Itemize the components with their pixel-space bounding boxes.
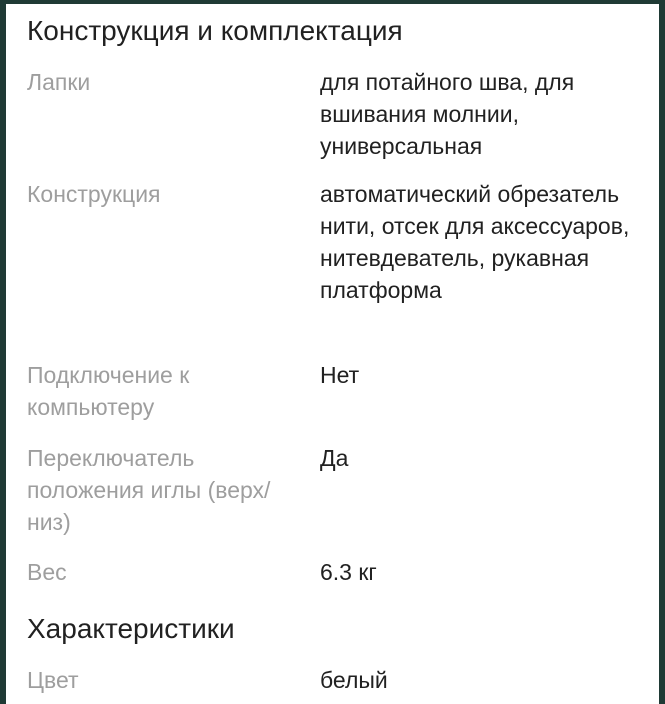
spec-label-construction: Конструкция [27,181,161,207]
spec-value-needle-position-switch: Да [320,445,349,471]
spec-value-color: белый [320,667,388,693]
spec-label-needle-position-switch: Переключатель положения иглы (верх/низ) [27,445,271,535]
spec-value-presser-feet: для потайного шва, для вшивания молнии, универсальная [320,69,575,159]
spec-label-weight: Вес [27,559,67,585]
section-title-characteristics: Характеристики [27,613,235,644]
specs-card [6,4,659,704]
spec-label-computer-connection: Подключение к компьютеру [27,362,190,420]
section-title-construction: Конструкция и комплектация [27,15,403,46]
spec-value-weight: 6.3 кг [320,559,377,585]
spec-label-presser-feet: Лапки [27,69,91,95]
spec-value-computer-connection: Нет [320,362,360,388]
spec-value-construction: автоматический обрезатель нити, отсек для аксессуаров, нитевдеватель, рукавная платформа [320,181,630,303]
spec-label-color: Цвет [27,667,79,693]
